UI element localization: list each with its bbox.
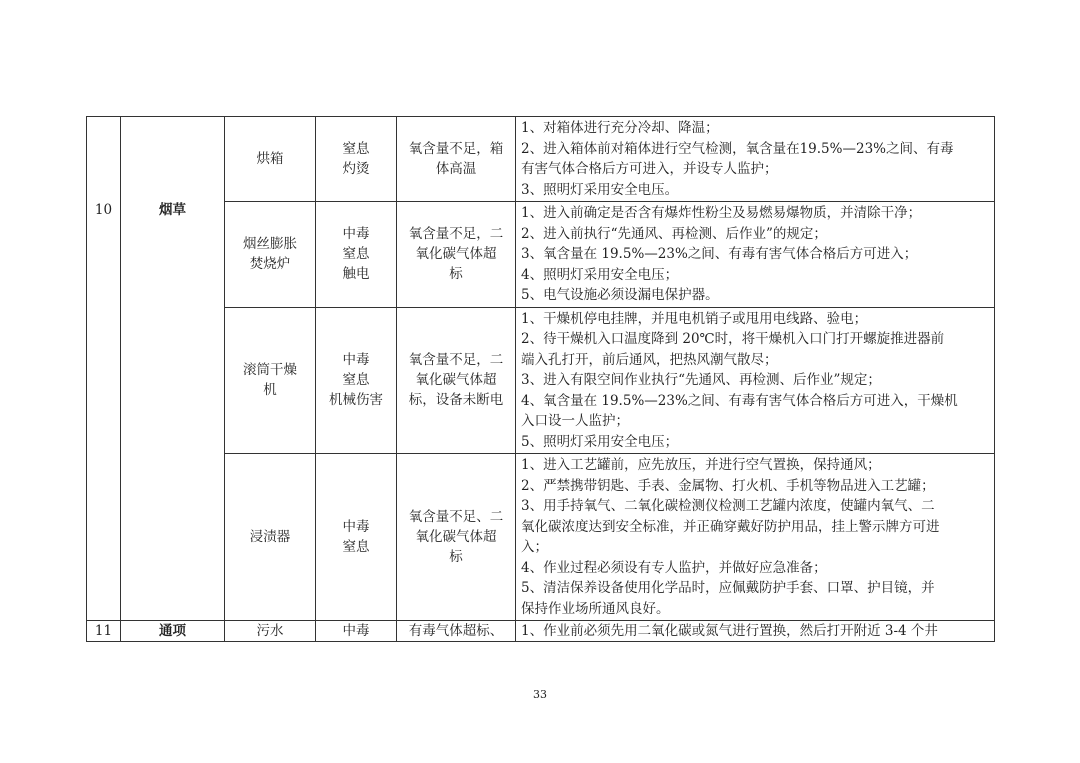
measures-cell: 1、作业前必须先用二氧化碳或氮气进行置换，然后打开附近 3-4 个井 bbox=[516, 621, 995, 642]
table-row bbox=[87, 621, 995, 642]
place-cell: 浸渍器 bbox=[225, 454, 316, 621]
cause-cell: 氧含量不足，二 氧化碳气体超 标，设备未断电 bbox=[397, 307, 516, 454]
hazard-cell: 中毒 窒息 机械伤害 bbox=[316, 307, 397, 454]
cause-cell: 氧含量不足，二 氧化碳气体超 标 bbox=[397, 202, 516, 308]
table-row bbox=[87, 117, 995, 202]
page-number: 33 bbox=[533, 688, 547, 701]
cause-cell: 氧含量不足，箱 体高温 bbox=[397, 117, 516, 202]
measures-cell: 1、进入工艺罐前，应先放压，并进行空气置换，保持通风； 2、严禁携带钥匙、手表、金属物、打火机、手机等物品进入工艺罐； 3、用手持氧气、二氧化碳检测仪检测工艺罐内浓度，使罐内氧气、二 氧化碳浓度达到安全标准，并正确穿戴好防护用品，挂上警示牌方可进 入； 4、作业过程必须设有专人监护，并做好应急准备； 5、清洁保养设备使用化学品时，应佩戴防护手套、口罩、护目镜，并 保持作业场所通风良好。 bbox=[516, 454, 995, 621]
category-cell: 通项 bbox=[121, 621, 225, 642]
cause-cell: 有毒气体超标、 bbox=[397, 621, 516, 642]
place-cell: 滚筒干燥 机 bbox=[225, 307, 316, 454]
place-cell: 烘箱 bbox=[225, 117, 316, 202]
hazard-measures-table bbox=[86, 116, 995, 642]
measures-cell: 1、对箱体进行充分冷却、降温； 2、进入箱体前对箱体进行空气检测，氧含量在19.5%—23%之间、有毒 有害气体合格后方可进入，并设专人监护； 3、照明灯采用安全电压。 bbox=[516, 117, 995, 202]
measures-cell: 1、干燥机停电挂牌，并甩电机销子或甩用电线路、验电； 2、待干燥机入口温度降到 20℃时，将干燥机入口门打开螺旋推进器前 端入孔打开，前后通风，把热风潮气散尽； 3、进入有限空间作业执行“先通风、再检测、后作业”规定； 4、氧含量在 19.5%—23%之间、有毒有害气体合格后方可进入，干燥机 入口设一人监护； 5、照明灯采用安全电压； bbox=[516, 307, 995, 454]
place-cell: 烟丝膨胀 焚烧炉 bbox=[225, 202, 316, 308]
measures-cell: 1、进入前确定是否含有爆炸性粉尘及易燃易爆物质，并清除干净； 2、进入前执行“先通风、再检测、后作业”的规定； 3、氧含量在 19.5%—23%之间、有毒有害气体合格后方可进入； 4、照明灯采用安全电压； 5、电气设施必须设漏电保护器。 bbox=[516, 202, 995, 308]
place-cell: 污水 bbox=[225, 621, 316, 642]
cause-cell: 氧含量不足、二 氧化碳气体超 标 bbox=[397, 454, 516, 621]
hazard-cell: 中毒 窒息 触电 bbox=[316, 202, 397, 308]
number-cell: 11 bbox=[87, 621, 121, 642]
hazard-cell: 中毒 bbox=[316, 621, 397, 642]
number-cell: 10 bbox=[87, 117, 121, 621]
category-cell: 烟草 bbox=[121, 117, 225, 621]
hazard-cell: 中毒 窒息 bbox=[316, 454, 397, 621]
hazard-cell: 窒息 灼烫 bbox=[316, 117, 397, 202]
